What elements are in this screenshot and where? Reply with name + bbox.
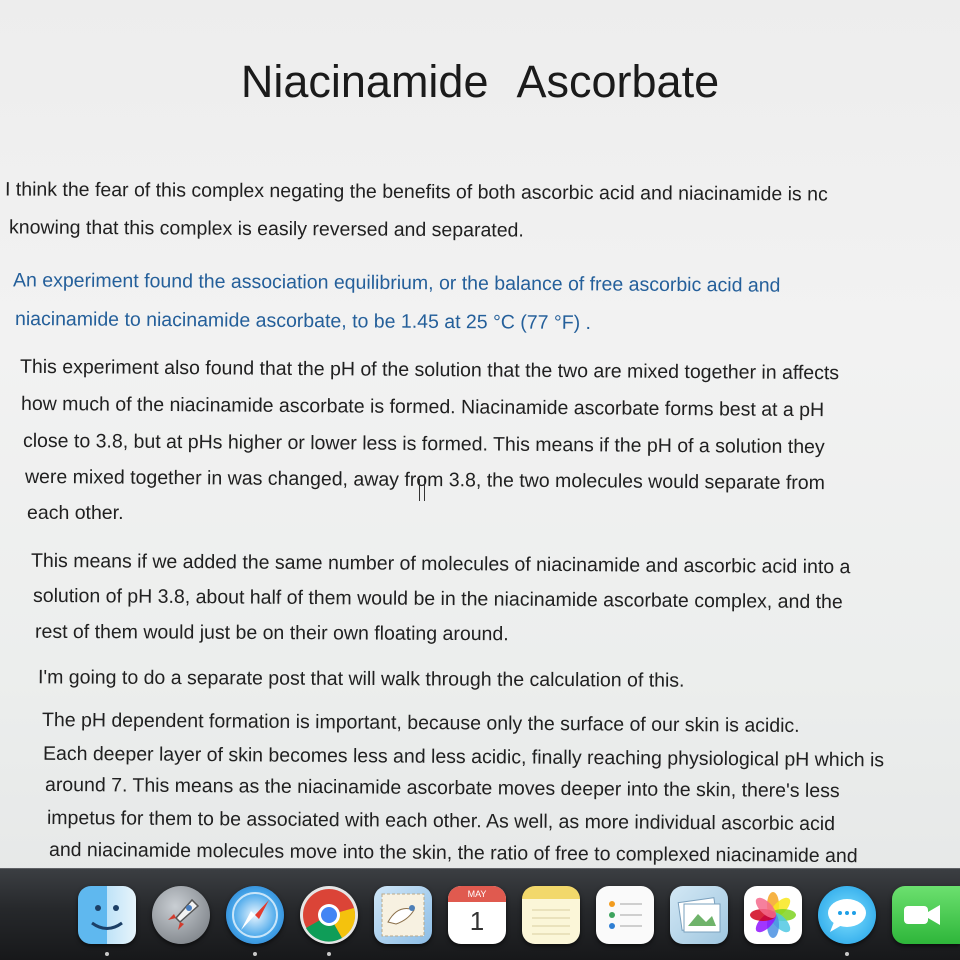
text-line: The pH dependent formation is important, because only the surface of our skin is acidic. — [41, 709, 800, 737]
dock-app-photos[interactable] — [744, 886, 802, 944]
text-line: I think the fear of this complex negating the benefits of both ascorbic acid and niacinamide is nc — [4, 178, 828, 206]
running-indicator — [253, 952, 257, 956]
flower-icon — [744, 886, 802, 944]
page-title: Niacinamide Ascorbate — [240, 56, 720, 107]
text-line: niacinamide to niacinamide ascorbate, to be 1.45 at 25 °C (77 °F) . — [14, 307, 592, 335]
video-camera-icon — [892, 886, 950, 944]
text-line: how much of the niacinamide ascorbate is formed. Niacinamide ascorbate forms best at a pH — [20, 392, 825, 422]
dock-app-chrome[interactable] — [300, 886, 358, 944]
compass-icon — [226, 886, 284, 944]
dock-app-notes[interactable] — [522, 886, 580, 944]
text-line: This experiment also found that the pH of the solution that the two are mixed together in affects — [19, 355, 840, 385]
text-line: solution of pH 3.8, about half of them would be in the niacinamide ascorbate complex, and the — [32, 584, 843, 614]
text-line: close to 3.8, but at pHs higher or lower less is formed. This means if the pH of a solution they — [22, 429, 825, 459]
dock — [0, 868, 960, 960]
text-line: This means if we added the same number of molecules of niacinamide and ascorbic acid into a — [30, 549, 851, 579]
dock-app-facetime[interactable] — [892, 886, 960, 944]
running-indicator — [327, 952, 331, 956]
text-line: were mixed together in was changed, away from 3.8, the two molecules would separate from — [24, 465, 825, 495]
speech-bubble-icon — [818, 886, 876, 944]
text-cursor-icon — [419, 479, 425, 501]
dock-app-reminders[interactable] — [596, 886, 654, 944]
photos-stack-icon — [670, 886, 728, 944]
text-line: I'm going to do a separate post that will walk through the calculation of this. — [37, 666, 685, 692]
running-indicator — [845, 952, 849, 956]
notes-icon — [522, 886, 580, 944]
stamp-icon — [374, 886, 432, 944]
finder-icon — [78, 886, 136, 944]
text-line: and niacinamide molecules move into the skin, the ratio of free to complexed niacinamide and — [48, 838, 858, 868]
calendar-day: 1 — [469, 906, 485, 936]
dock-app-calendar[interactable] — [448, 886, 506, 944]
dock-app-mail[interactable] — [374, 886, 432, 944]
dock-app-messages[interactable] — [818, 886, 876, 944]
dock-app-finder[interactable] — [78, 886, 136, 944]
text-line: rest of them would just be on their own floating around. — [34, 620, 509, 646]
text-line: around 7. This means as the niacinamide ascorbate moves deeper into the skin, there's less — [44, 773, 840, 803]
text-line: knowing that this complex is easily reversed and separated. — [8, 216, 524, 242]
text-line: each other. — [27, 502, 124, 524]
dock-app-safari[interactable] — [226, 886, 284, 944]
dock-app-preview[interactable] — [670, 886, 728, 944]
running-indicator — [105, 952, 109, 956]
text-line: An experiment found the association equilibrium, or the balance of free ascorbic acid and — [12, 269, 781, 297]
chrome-icon — [300, 886, 358, 944]
text-line: impetus for them to be associated with each other. As well, as more individual ascorbic acid — [46, 806, 836, 836]
rocket-icon — [152, 886, 210, 944]
dock-app-launchpad[interactable] — [152, 886, 210, 944]
text-line: Each deeper layer of skin becomes less and less acidic, finally reaching physiological pH which is — [42, 742, 885, 772]
calendar-month: MAY — [467, 889, 487, 899]
list-icon — [596, 886, 654, 944]
